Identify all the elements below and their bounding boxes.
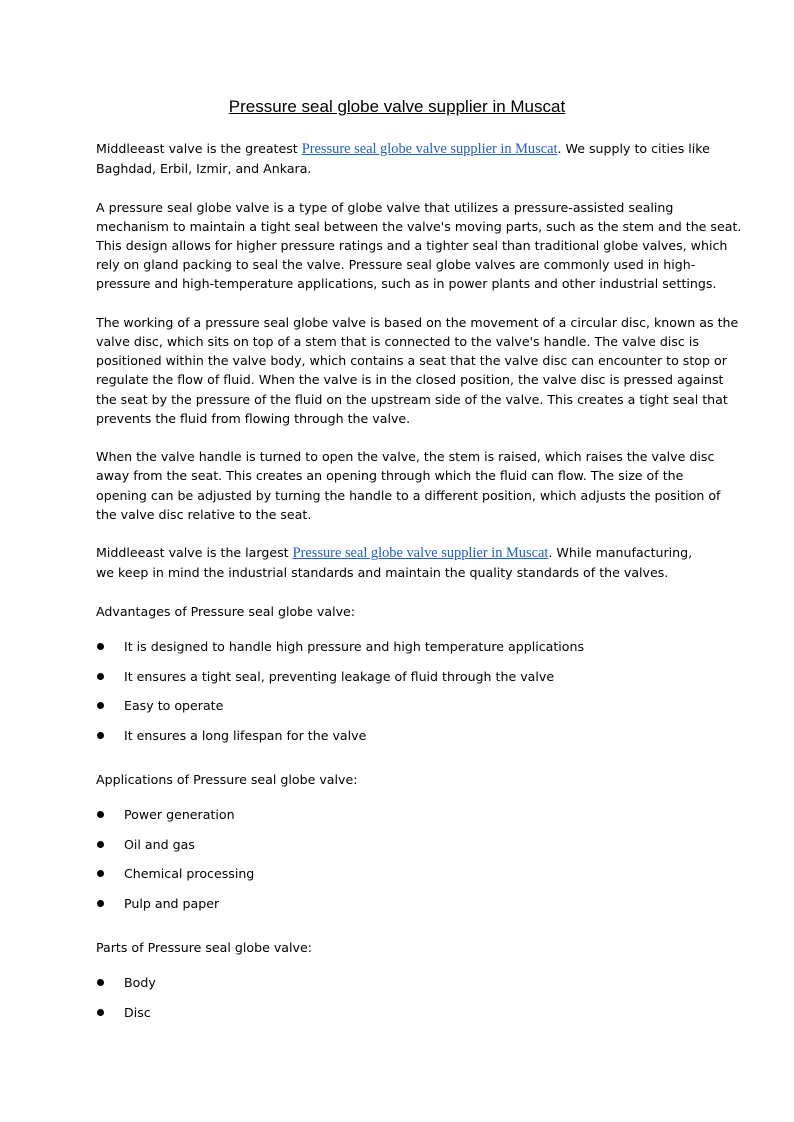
- working-line: regulate the flow of fluid. When the valve is in the closed position, the valve disc is pressed against: [96, 372, 724, 388]
- bullet-icon: [97, 870, 104, 877]
- bullet-icon: [97, 841, 104, 848]
- opening-line: When the valve handle is turned to open the valve, the stem is raised, which raises the valve disc: [96, 449, 715, 465]
- opening-line: away from the seat. This creates an opening through which the fluid can flow. The size of the: [96, 468, 684, 484]
- supplier-link-1[interactable]: Pressure seal globe valve supplier in Muscat: [301, 141, 558, 157]
- bullet-icon: [97, 1009, 104, 1016]
- intro-line-2: Baghdad, Erbil, Izmir, and Ankara.: [96, 161, 312, 177]
- working-line: prevents the fluid from flowing through the valve.: [96, 410, 411, 426]
- largest-line-2: we keep in mind the industrial standards and maintain the quality standards of the valves.: [96, 565, 669, 581]
- opening-line: opening can be adjusted by turning the handle to a different position, which adjusts the position of: [96, 487, 721, 503]
- largest-text-after-link: . While manufacturing,: [548, 545, 693, 561]
- list-item-text: Easy to operate: [124, 698, 224, 714]
- intro-text-after-link: . We supply to cities like: [557, 141, 710, 156]
- supplier-link-2[interactable]: Pressure seal globe valve supplier in Muscat: [292, 545, 549, 562]
- list-item: [96, 1003, 700, 1033]
- opening-line: the valve disc relative to the seat.: [96, 506, 312, 522]
- advantages-heading: Advantages of Pressure seal globe valve:: [96, 603, 356, 619]
- bullet-icon: [97, 702, 104, 709]
- largest-line-1: [96, 543, 700, 563]
- working-line: the seat by the pressure of the fluid on the upstream side of the valve. This creates a tight seal that: [96, 391, 728, 407]
- bullet-icon: [97, 643, 104, 650]
- list-item-text: Chemical processing: [124, 866, 255, 882]
- list-item: [96, 726, 700, 756]
- parts-list: [96, 973, 700, 1032]
- definition-line: mechanism to maintain a tight seal between the valve's moving parts, such as the stem and the seat.: [96, 218, 742, 234]
- list-item: [96, 835, 700, 865]
- working-paragraph: [96, 313, 739, 428]
- opening-paragraph: [96, 447, 721, 524]
- list-item-text: Oil and gas: [124, 836, 195, 852]
- definition-line: rely on gland packing to seal the valve. Pressure seal globe valves are commonly used in high-: [96, 257, 696, 273]
- largest-paragraph: [96, 543, 700, 582]
- bullet-icon: [97, 979, 104, 986]
- definition-line: pressure and high-temperature applications, such as in power plants and other industrial settings.: [96, 276, 717, 292]
- bullet-icon: [97, 732, 104, 739]
- working-line: positioned within the valve body, which contains a seat that the valve disc can encounter to stop or: [96, 353, 727, 369]
- definition-line: This design allows for higher pressure ratings and a tighter seal than traditional globe valves, which: [96, 238, 728, 253]
- parts-heading: Parts of Pressure seal globe valve:: [96, 939, 312, 955]
- list-item: [96, 637, 700, 667]
- applications-heading: Applications of Pressure seal globe valve:: [96, 771, 358, 787]
- definition-paragraph: [96, 198, 742, 294]
- intro-paragraph: [96, 139, 710, 178]
- list-item-text: Disc: [124, 1004, 151, 1020]
- page-title: Pressure seal globe valve supplier in Muscat: [228, 97, 566, 116]
- list-item-text: It ensures a tight seal, preventing leakage of fluid through the valve: [124, 668, 555, 684]
- working-line: valve disc, which sits on top of a stem that is connected to the valve's handle. The valve disc is: [96, 334, 699, 349]
- definition-line: A pressure seal globe valve is a type of globe valve that utilizes a pressure-assisted sealing: [96, 199, 674, 215]
- list-item: [96, 805, 700, 835]
- applications-list: [96, 805, 700, 924]
- list-item-text: It is designed to handle high pressure and high temperature applications: [124, 639, 585, 654]
- document-body: [96, 139, 742, 1046]
- list-item: [96, 973, 700, 1003]
- list-item: [96, 894, 700, 924]
- list-item-text: Power generation: [124, 806, 235, 822]
- advantages-list: [96, 637, 700, 756]
- largest-text-before-link: Middleeast valve is the largest: [96, 545, 293, 561]
- bullet-icon: [97, 900, 104, 907]
- list-item-text: Body: [124, 974, 156, 990]
- intro-line-1: [96, 139, 710, 159]
- bullet-icon: [97, 673, 104, 680]
- list-item: [96, 696, 700, 726]
- list-item: [96, 667, 700, 697]
- list-item-text: It ensures a long lifespan for the valve: [124, 728, 367, 744]
- bullet-icon: [97, 811, 104, 818]
- list-item: [96, 864, 700, 894]
- intro-text-before-link: Middleeast valve is the greatest: [96, 141, 302, 156]
- working-line: The working of a pressure seal globe valve is based on the movement of a circular disc, known as the: [96, 314, 739, 330]
- list-item-text: Pulp and paper: [124, 896, 220, 912]
